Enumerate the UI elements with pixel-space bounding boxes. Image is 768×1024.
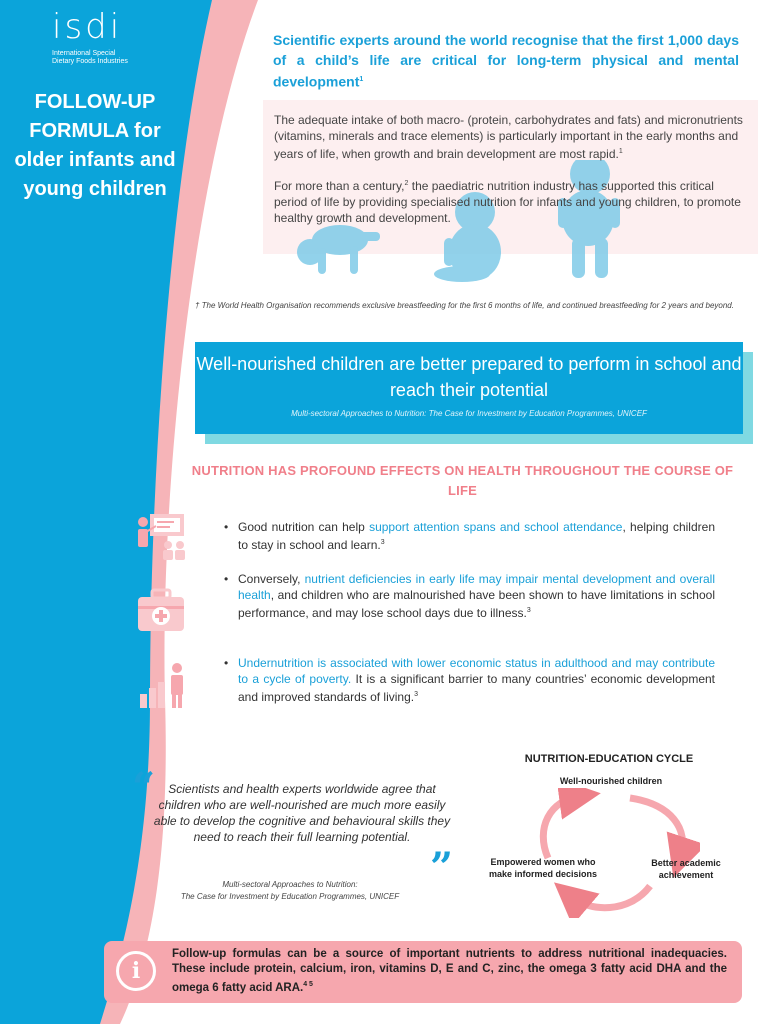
medical-kit-icon: [134, 586, 188, 636]
bullet-nutrient-deficiencies: • Conversely, nutrient deficiencies in early life may impair mental development and overall health, and children who are malnourished have been shown to have limitations in school performance, and may lose school days due to illness.$^3$: [222, 571, 715, 621]
intro-paragraph-2: For more than a century,$^2$ the paediatric nutrition industry has supported this critical period of life by providing specialised nutrition for infants and young children, to promote healthy growth and development.: [274, 179, 741, 225]
intro-heading: Scientific experts around the world recognise that the first 1,000 days of a child’s life are critical for long-term physical and mental development$^1$: [273, 32, 739, 90]
quote-text: Scientists and health experts worldwide agree that children who are well-nourished are much more easily able to develop the cognitive and behavioural skills they need to reach their full learning potential.: [153, 782, 451, 844]
footnote: † The World Health Organisation recommends exclusive breastfeeding for the first 6 months of life, and continued breastfeeding for 2 years and beyond.: [195, 301, 734, 310]
classroom-icon: [134, 512, 188, 562]
info-text: Follow-up formulas can be a source of important nutrients to address nutritional inadequacies. These include protein, calcium, iron, vitamins D, E and C, zinc, the omega 3 fatty acid DHA and the omega 6 fatty acid ARA.$^{4 5}$: [172, 948, 727, 994]
bullet-undernutrition: • Undernutrition is associated with lower economic status in adulthood and may contribute to a cycle of poverty. It is a significant barrier to many countries’ economic development and improved standards of living.$^3$: [222, 655, 715, 705]
open-quote-icon: “: [132, 764, 156, 811]
isdi-logo: [52, 8, 152, 66]
bullet-school-attendance: • Good nutrition can help support attention spans and school attendance, helping children to stay in school and learn.$^3$: [222, 519, 715, 553]
close-quote-icon: ”: [430, 844, 454, 891]
page-title: FOLLOW-UP FORMULA for older infants and young children: [14, 91, 176, 200]
intro-text: [274, 112, 750, 240]
info-icon: i: [116, 951, 156, 991]
callout-box: [195, 342, 743, 434]
quote-source: Multi-sectoral Approaches to Nutrition: The Case for Investment by Education Programmes, UNICEF: [180, 880, 400, 901]
cycle-label-empowered-women: Empowered women who make informed decisions: [488, 857, 598, 879]
intro-paragraph-1: The adequate intake of both macro- (protein, carbohydrates and fats) and micronutrients (vitamins, minerals and trace elements) is particularly important in the early months and years of life, when growth and brain development are most rapid.$^1$: [274, 113, 743, 161]
cycle-arrows: [530, 788, 700, 918]
economic-growth-icon: [134, 660, 188, 710]
logo-subtitle: International Special Dietary Foods Industries: [52, 50, 128, 65]
cycle-label-academic: Better academic achievement: [651, 858, 721, 880]
logo-wordmark: isdi: [52, 7, 123, 47]
cycle-title: NUTRITION-EDUCATION CYCLE: [524, 753, 694, 765]
callout-quote: Well-nourished children are better prepared to perform in school and reach their potential: [196, 354, 742, 400]
callout-source: Multi-sectoral Approaches to Nutrition: The Case for Investment by Education Programmes, UNICEF: [291, 409, 647, 418]
cycle-label-well-nourished: Well-nourished children: [559, 776, 663, 786]
section-title: NUTRITION HAS PROFOUND EFFECTS ON HEALTH THROUGHOUT THE COURSE OF LIFE: [191, 463, 734, 498]
